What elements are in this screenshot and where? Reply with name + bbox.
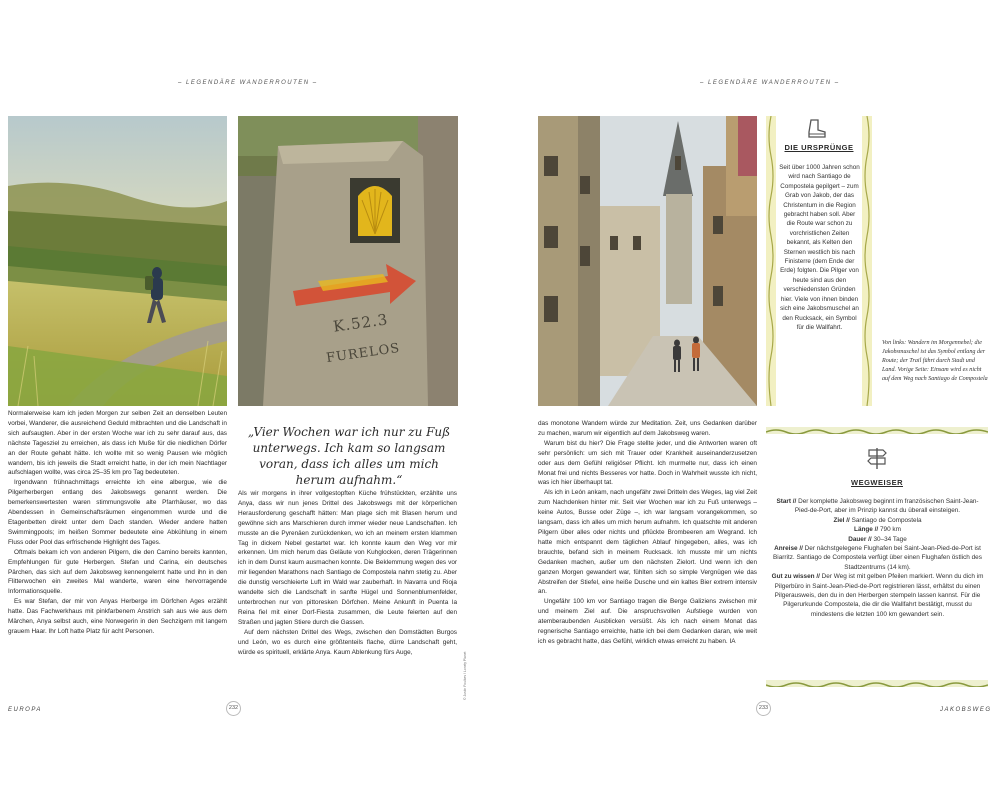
wegweiser-key: Ziel // — [833, 516, 850, 524]
wegweiser-item — [770, 544, 985, 572]
page-number-right: 233 — [756, 701, 771, 716]
wegweiser-title: WEGWEISER — [850, 478, 903, 487]
wegweiser-item — [770, 525, 985, 534]
paragraph: Warum bist du hier? Die Frage stellte jeder, und die Antworten waren oft sehr persönlich: um sich mit Trauer oder Krankheit auseinanderzusetzen oder aus dem Gefühl religiöser Pflicht. Ich murmelte nur, dass ich einen Monat frei und nichts Besseres vor hatte. Doch in Wahrheit wusste ich nicht, was ich hier überhaupt tat. — [538, 439, 757, 487]
wegweiser-item — [770, 535, 985, 544]
paragraph: Es war Stefan, der mir von Anyas Herberge im Dörfchen Ages erzählt hatte. Das Fachwerkhaus mit pinkfarbenem Anstrich sah aus wie aus dem Märchen, Anya selbst auch, eine Norwegerin in den Sechzigern mit langem grauem Haar. Ihr Loft hatte Platz für acht Personen. — [8, 598, 227, 635]
wegweiser-item — [770, 497, 985, 516]
wegweiser-item — [770, 516, 985, 525]
wegweiser-key: Länge // — [854, 526, 879, 534]
wegweiser-list — [770, 497, 985, 619]
wegweiser-key: Gut zu wissen // — [771, 573, 820, 581]
paragraph: Auf dem nächsten Drittel des Wegs, zwischen den Domstädten Burgos und León, wo es durch eine größtenteils flache, dürre Landschaft geht, würde es spirituell, erklärte Anya. Kaum Ablenkung fürs Auge, — [238, 628, 457, 656]
vine-border-right — [862, 116, 872, 406]
running-head-left: – LEGENDÄRE WANDERROUTEN – — [178, 80, 318, 86]
photo-credit: © Justin Foulkes / Lonely Planet — [463, 651, 467, 700]
sidebar-title: DIE URSPRÜNGE — [784, 143, 854, 152]
street-photo — [538, 116, 757, 406]
wegweiser-key: Anreise // — [774, 545, 803, 553]
marker-photo — [238, 116, 458, 406]
pull-quote — [244, 424, 454, 488]
sidebar-body — [779, 163, 860, 332]
column-2 — [238, 489, 457, 657]
wegweiser-item — [770, 572, 985, 619]
wegweiser-value: Der Weg ist mit gelben Pfeilen markiert. Wenn du dich im Pilgerbüro in Saint-Jean-Pied-de-Port registrieren lässt, erhältst du einen Pilgerausweis, den du in den Herbergen stempeln lassen kannst. Für die Pilgerurkunde Compostela, die dir die Wallfahrt bestätigt, musst du mindestens die letzten 100 km gewandert sein. — [774, 573, 984, 618]
paragraph: Als ich in León ankam, nach ungefähr zwei Dritteln des Weges, lag viel Zeit zum Nachdenken hinter mir. Seit vier Wochen war ich zu Fuß unterwegs – keine Autos, Busse oder Züge –, ich war langsam vorangekommen, so langsam, dass ich alles um mich herum aufnahm. Ich quatschte mit anderen Pilgern über alles oder nichts und pflückte Brombeeren am Wegrand. Ich hatte mich entspannt dem täglichen Ablauf hingegeben, alles, was ich brauchte, befand sich in meinem Rucksack. Ich musste mir um nichts Gedanken machen, außer um den nächsten Zielort. Und wenn ich den ganzen Morgen gewandert war, fühlten sich so simple Vergnügen wie das Abstreifen der Stiefel, eine heiße Dusche und ein kaltes Bier extrem intensiv an. — [538, 489, 758, 596]
wegweiser-value: 790 km — [879, 526, 901, 534]
milestone-place-text: FURELOS — [325, 340, 402, 367]
paragraph: Als wir morgens in ihrer vollgestopften Küche frühstückten, erzählte uns Anya, dass wir nun jenes Drittel des Jakobswegs mit der körperlichen Herausforderung geschafft hätten: Man plage sich mit Blasen herum und gewöhne sich ans Marschieren durch immer wieder neue Landschaften. Ich musste an die Pyrenäen zurückdenken, wo ich an meinem ersten klammen Tag in dickem Nebel gestartet war. Ich konnte kaum den Weg vor mir erkennen. Um mich herum das Geläute von Kuhglocken, deren Trägerinnen ich in dem Dunst kaum ausmachen konnte. Die Beklemmung wegen des vor mir liegenden Marathons nach Santiago de Compostela nahm stetig zu. Aber die dunstig verschleierte Luft im Wald war zauberhaft. In Navarra und Rioja wandelte sich die Landschaft in sanfte Hügel und Sonnenblumenfelder, unterbrochen nur von pittoresken Dörfchen. Meine Ankunft in Puenta la Reina fiel mit einer Dorf-Fiesta zusammen, die Leute feierten auf den Straßen und jagten Stiere durch die Gassen. — [238, 490, 457, 626]
vine-border-left — [766, 116, 776, 406]
running-head-right: – LEGENDÄRE WANDERROUTEN – — [700, 80, 840, 86]
pull-quote-text: „Vier Wochen war ich nur zu Fuß unterwegs. Ich kam so langsam voran, dass ich alles um mich herum aufnahm.“ — [247, 425, 451, 487]
caption — [882, 339, 988, 384]
footer-right: JAKOBSWEG — [940, 707, 992, 713]
milestone-km-text: K.52.3 — [332, 310, 390, 336]
footer-left: EUROPA — [8, 707, 42, 713]
hiker-photo — [8, 116, 227, 406]
paragraph: Ungefähr 100 km vor Santiago tragen die Berge Galiziens zwischen mir und meinem Ziel auf. Die anspruchsvollen Aufstiege wurden von atemberaubenden Ausblicken versüßt. Als ich nach einem Monat das regnerische Santiago erreichte, hatte ich bei dem Gedanken daran, wie weit ich es gebracht hatte, das Gefühl, wirklich etwas erreicht zu haben. IA — [538, 598, 757, 645]
paragraph: Irgendwann frühnachmittags erreichte ich eine albergue, wie die Pilgerherbergen entlang des Jakobswegs genannt werden. Die bemerkenswertesten waren stimmungsvolle alte Pfarrhäuser, wo das Abendessen in Gemeinschaftsräumen eingenommen wurde und die Etagenbetten direkt unter dem Dach standen. Wieder andere hatten Swimmingpools; im heißen Sommer bedeutete eine Abkühlung in einem Fluss oder Pool das erfrischende Highlight des Tages. — [8, 479, 227, 546]
column-1 — [8, 409, 227, 637]
wegweiser-value: Der nächstgelegene Flughafen bei Saint-Jean-Pied-de-Port ist Biarritz. Santiago de Compostela verfügt über einen Flughafen östlich des Stadtzentrums (14 km). — [773, 545, 982, 571]
boot-icon — [806, 118, 828, 140]
vine-divider-top — [766, 424, 988, 434]
column-3 — [538, 419, 757, 647]
vine-divider-bottom — [766, 677, 988, 687]
wegweiser-value: Der komplette Jakobsweg beginnt im französischen Saint-Jean-Pied-de-Port, aber im Prinzip kannst du überall einsteigen. — [794, 498, 979, 515]
wegweiser-value: 30–34 Tage — [873, 535, 907, 543]
page-number-left: 232 — [226, 701, 241, 716]
wegweiser-key: Dauer // — [848, 535, 872, 543]
caption-text: Von links: Wandern im Morgennebel; die Jakobsmuschel ist das Symbol entlang der Route; der Trail führt durch Stadt und Land. Vorige Seite: Einsam wird es nicht auf dem Weg nach Santiago de Compostela — [882, 340, 988, 382]
sidebar-text: Seit über 1000 Jahren schon wird nach Santiago de Compostela gepilgert – zum Grab von Jakob, der das Christentum in die Region gebracht haben soll. Aber die Route war schon zu vorchristlichen Zeiten bekannt, als Kelten den Sternen westlich bis nach Finisterre (dem Ende der Erde) folgten. Die Pilger von heute sind aus den verschiedensten Gründen hier. Viele von ihnen binden sich eine Jakobsmuschel an den Rucksack, ein Symbol für die Wallfahrt. — [779, 164, 860, 331]
paragraph: das monotone Wandern würde zur Meditation. Zeit, uns Gedanken darüber zu machen, warum wir eigentlich auf dem Jakobsweg waren. — [538, 420, 757, 437]
paragraph: Normalerweise kam ich jeden Morgen zur selben Zeit an denselben Leuten vorbei, Wanderer, die ausreichend Geduld mitbrachten und die Landschaft in sich aufsaugten. Aber in der ersten Woche war ich zu sehr darauf aus, das nächste Tagesziel zu erreichen, als dass ich Muße für die niedlichen Dörfer an der Route gehabt hätte. Ich wollte mit so wenig Pausen wie möglich wandern, bis ich jeweils die Stadt erreicht hatte, in der ich mein Nachtlager aufschlagen wollte, was circa 25–35 km pro Tag bedeuteten. — [8, 410, 227, 477]
paragraph: Oftmals bekam ich von anderen Pilgern, die den Camino bereits kannten, Empfehlungen für gute Herbergen. Stefan und Carina, ein deutsches Pärchen, das sich auf dem Jakobsweg kennengelernt hatte und ihn in den Flitterwochen ein zweites Mal wanderte, waren eine hervorragende Informationsquelle. — [8, 548, 227, 596]
signpost-icon — [866, 446, 888, 470]
wegweiser-key: Start // — [776, 498, 797, 505]
wegweiser-value: Santiago de Compostela — [851, 516, 922, 524]
